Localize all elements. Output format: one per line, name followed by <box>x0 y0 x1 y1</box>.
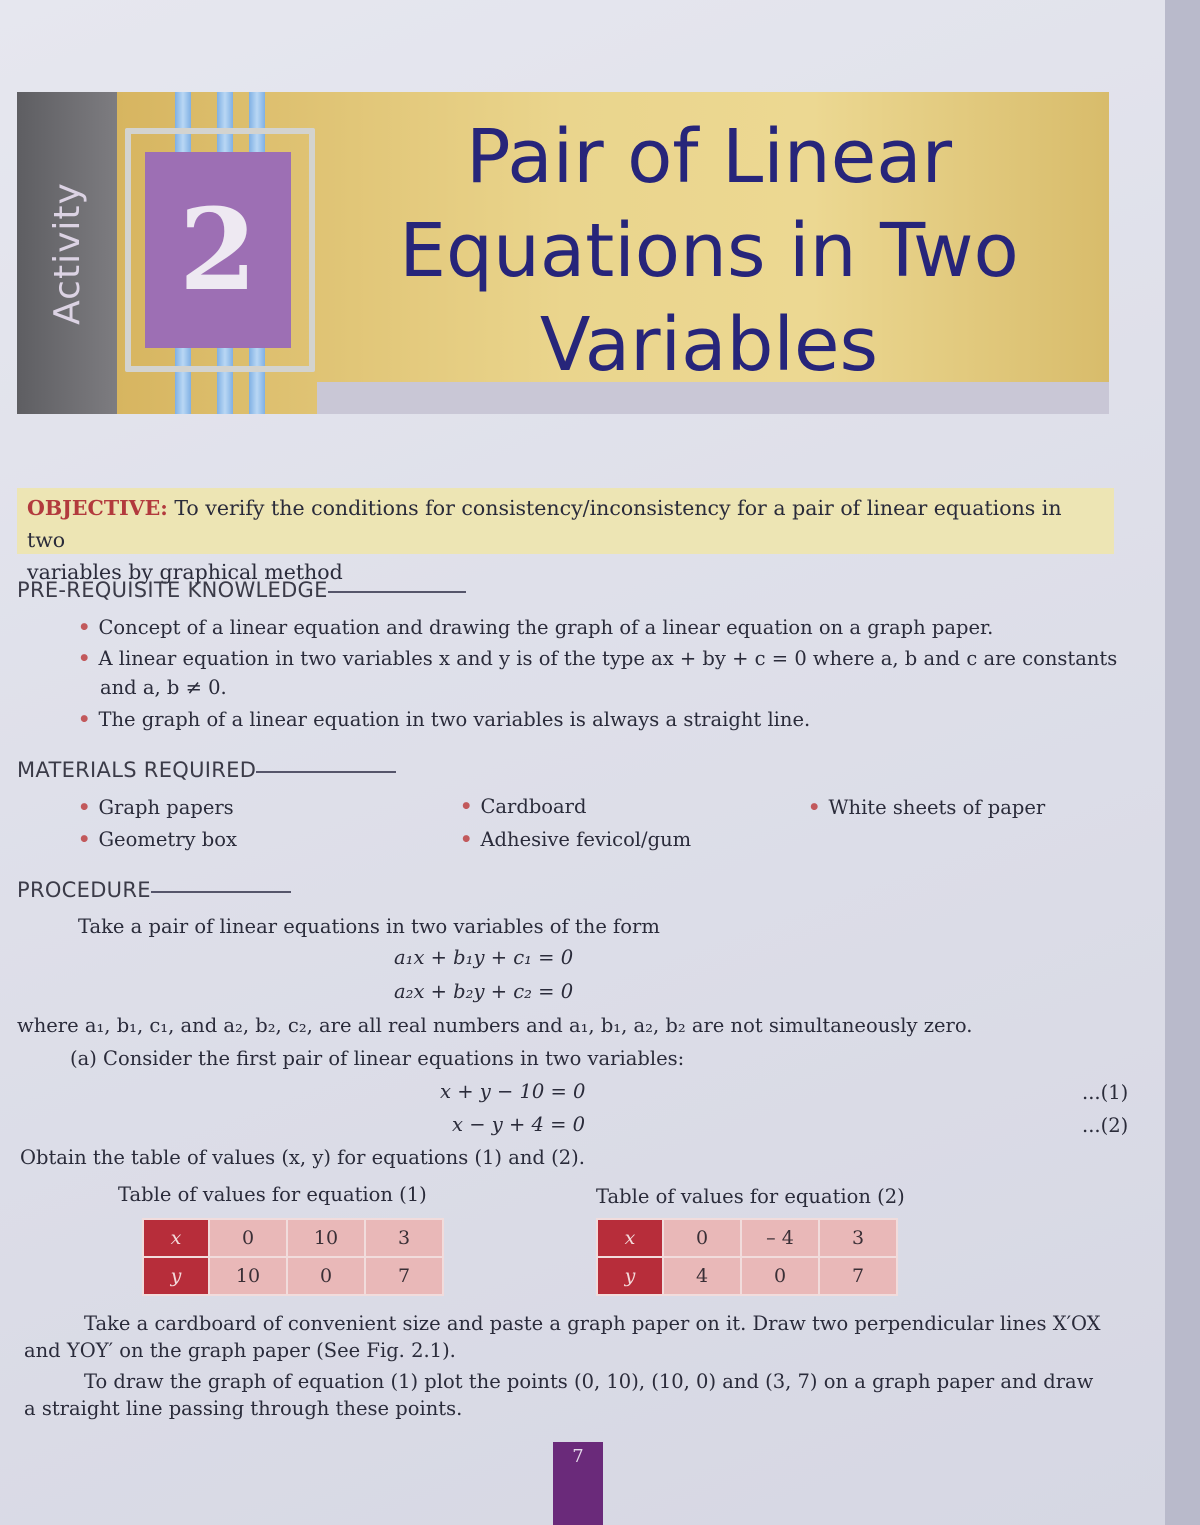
table-cell: 0 <box>287 1257 365 1295</box>
procedure-paragraph: a straight line passing through these points. <box>24 1397 463 1420</box>
table-row <box>597 1257 897 1295</box>
objective-text: variables by graphical method <box>27 560 343 584</box>
activity-title <box>329 110 1089 392</box>
table-row <box>597 1219 897 1257</box>
table-cell: 7 <box>819 1257 897 1295</box>
equation-1: x + y − 10 = 0 <box>440 1080 586 1103</box>
prereq-item: • Concept of a linear equation and drawing the graph of a linear equation on a graph paper. <box>78 616 994 639</box>
equation-1-tag: ...(1) <box>1082 1081 1129 1104</box>
material-item: • Adhesive fevicol/gum <box>460 828 692 851</box>
page-number: 7 <box>553 1442 603 1525</box>
general-equation-2: a₂x + b₂y + c₂ = 0 <box>394 980 574 1003</box>
heading-rule <box>151 891 291 893</box>
procedure-paragraph: To draw the graph of equation (1) plot the points (0, 10), (10, 0) and (3, 7) on a graph paper and draw <box>84 1370 1094 1393</box>
activity-label: Activity <box>46 181 88 325</box>
table-equation-1 <box>142 1218 444 1296</box>
title-line: Pair of Linear <box>466 114 952 200</box>
procedure-heading <box>17 878 291 902</box>
table-cell: 0 <box>741 1257 819 1295</box>
table-cell: 10 <box>209 1257 287 1295</box>
heading-text: PRE-REQUISITE KNOWLEDGE <box>17 578 328 602</box>
page-edge <box>1165 0 1200 1525</box>
table-header-x: x <box>597 1219 663 1257</box>
table-cell: 4 <box>663 1257 741 1295</box>
material-text: Geometry box <box>98 828 237 851</box>
heading-text: MATERIALS REQUIRED <box>17 758 257 782</box>
material-item: • Geometry box <box>78 828 237 851</box>
table-header-y: y <box>597 1257 663 1295</box>
title-line: Equations in Two <box>399 208 1019 294</box>
prereq-item-text: Concept of a linear equation and drawing the graph of a linear equation on a graph paper. <box>98 616 994 639</box>
table-row <box>143 1257 443 1295</box>
table-cell: 10 <box>287 1219 365 1257</box>
prereq-item-text: The graph of a linear equation in two variables is always a straight line. <box>98 708 811 731</box>
material-text: Graph papers <box>98 796 234 819</box>
table-cell: 0 <box>663 1219 741 1257</box>
table1-caption: Table of values for equation (1) <box>118 1183 427 1206</box>
activity-banner <box>17 92 1109 414</box>
heading-rule <box>328 591 466 593</box>
activity-number: 2 <box>179 184 257 316</box>
material-item: • Graph papers <box>78 796 234 819</box>
procedure-where: where a₁, b₁, c₁, and a₂, b₂, c₂, are all real numbers and a₁, b₁, a₂, b₂ are not simultaneously zero. <box>17 1014 973 1037</box>
table-cell: 0 <box>209 1219 287 1257</box>
table2-caption: Table of values for equation (2) <box>596 1185 905 1208</box>
prereq-item-continuation: and a, b ≠ 0. <box>100 676 227 699</box>
activity-number-box <box>145 152 291 348</box>
table-row <box>143 1219 443 1257</box>
procedure-obtain: Obtain the table of values (x, y) for equations (1) and (2). <box>20 1146 585 1169</box>
table-equation-2 <box>596 1218 898 1296</box>
procedure-paragraph: Take a cardboard of convenient size and paste a graph paper on it. Draw two perpendicular lines X′OX <box>84 1312 1101 1335</box>
equation-2-tag: ...(2) <box>1082 1114 1129 1137</box>
material-text: White sheets of paper <box>828 796 1046 819</box>
prereq-heading <box>17 578 466 602</box>
prereq-item-text: A linear equation in two variables x and y is of the type ax + by + c = 0 where a, b and c are constants <box>98 647 1118 670</box>
prereq-item: • A linear equation in two variables x and y is of the type ax + by + c = 0 where a, b and c are constants <box>78 647 1118 670</box>
material-text: Adhesive fevicol/gum <box>480 828 692 851</box>
objective-box <box>17 488 1114 584</box>
heading-rule <box>256 771 396 773</box>
general-equation-1: a₁x + b₁y + c₁ = 0 <box>394 946 574 969</box>
material-item: • White sheets of paper <box>808 796 1046 819</box>
procedure-intro: Take a pair of linear equations in two variables of the form <box>78 915 660 938</box>
prereq-item: • The graph of a linear equation in two variables is always a straight line. <box>78 708 811 731</box>
objective-text: To verify the conditions for consistency/inconsistency for a pair of linear equations in two <box>27 496 1062 552</box>
table-cell: 3 <box>819 1219 897 1257</box>
activity-side-strip <box>17 92 117 414</box>
procedure-paragraph: and YOY′ on the graph paper (See Fig. 2.1). <box>24 1339 456 1362</box>
table-cell: 3 <box>365 1219 443 1257</box>
equation-2: x − y + 4 = 0 <box>452 1113 586 1136</box>
table-header-x: x <box>143 1219 209 1257</box>
objective-label: OBJECTIVE: <box>27 496 168 520</box>
heading-text: PROCEDURE <box>17 878 151 902</box>
procedure-part-a: (a) Consider the first pair of linear equations in two variables: <box>70 1047 685 1070</box>
title-line: Variables <box>539 302 879 388</box>
material-text: Cardboard <box>480 795 587 818</box>
materials-heading <box>17 758 396 782</box>
material-item: • Cardboard <box>460 795 587 818</box>
table-cell: 7 <box>365 1257 443 1295</box>
table-cell: – 4 <box>741 1219 819 1257</box>
table-header-y: y <box>143 1257 209 1295</box>
